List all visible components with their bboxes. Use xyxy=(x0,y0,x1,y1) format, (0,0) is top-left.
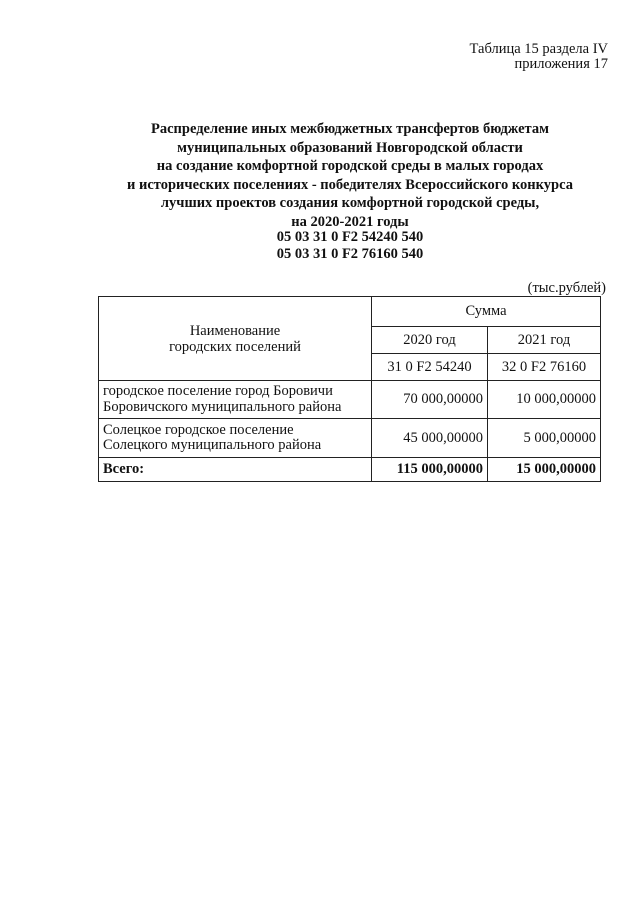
settlement-name xyxy=(99,381,372,419)
total-label: Всего: xyxy=(99,458,372,482)
value-2021: 10 000,00000 xyxy=(488,381,601,419)
title-line: на 2020-2021 годы xyxy=(291,213,409,230)
settlement-name-line2: Солецкого муниципального района xyxy=(103,437,322,453)
name-column-header xyxy=(99,297,372,381)
settlement-name-line1: Солецкое городское поселение xyxy=(103,421,294,438)
allocation-table xyxy=(98,296,601,482)
name-header-line2: городских поселений xyxy=(169,338,301,355)
total-2021: 15 000,00000 xyxy=(488,458,601,482)
settlement-name-line1: городское поселение город Боровичи xyxy=(103,383,333,399)
name-header-line1: Наименование xyxy=(189,322,281,339)
year-2021-code: 32 0 F2 76160 xyxy=(488,354,601,381)
title-line: и исторических поселениях - победителях Всероссийского конкурса xyxy=(127,176,573,193)
value-2020: 45 000,00000 xyxy=(372,419,488,458)
table-ref-line1: Таблица 15 раздела IV xyxy=(469,41,608,57)
title-line: Распределение иных межбюджетных трансфертов бюджетам xyxy=(151,121,549,137)
value-2020: 70 000,00000 xyxy=(372,381,488,419)
sum-header: Сумма xyxy=(372,297,601,327)
title-line: лучших проектов создания комфортной городской среды, xyxy=(160,195,540,211)
table-ref-line2: приложения 17 xyxy=(514,56,608,72)
table-row xyxy=(99,419,601,458)
table-row xyxy=(99,381,601,419)
value-2021: 5 000,00000 xyxy=(488,419,601,458)
year-2021-header: 2021 год xyxy=(488,327,601,354)
document-title xyxy=(60,120,639,231)
unit-label: (тыс.рублей) xyxy=(527,280,606,296)
title-line: муниципальных образований Новгородской области xyxy=(177,139,523,156)
budget-code: 05 03 31 0 F2 54240 540 xyxy=(276,229,424,245)
budget-code: 05 03 31 0 F2 76160 540 xyxy=(276,245,424,262)
year-2020-code: 31 0 F2 54240 xyxy=(372,354,488,381)
table-reference xyxy=(470,42,608,72)
total-2020: 115 000,00000 xyxy=(372,458,488,482)
budget-codes xyxy=(0,229,639,262)
total-row xyxy=(99,458,601,482)
settlement-name xyxy=(99,419,372,458)
settlement-name-line2: Боровичского муниципального района xyxy=(103,398,342,415)
title-line: на создание комфортной городской среды в малых городах xyxy=(156,158,544,174)
header-row xyxy=(99,297,601,327)
year-2020-header: 2020 год xyxy=(372,327,488,354)
